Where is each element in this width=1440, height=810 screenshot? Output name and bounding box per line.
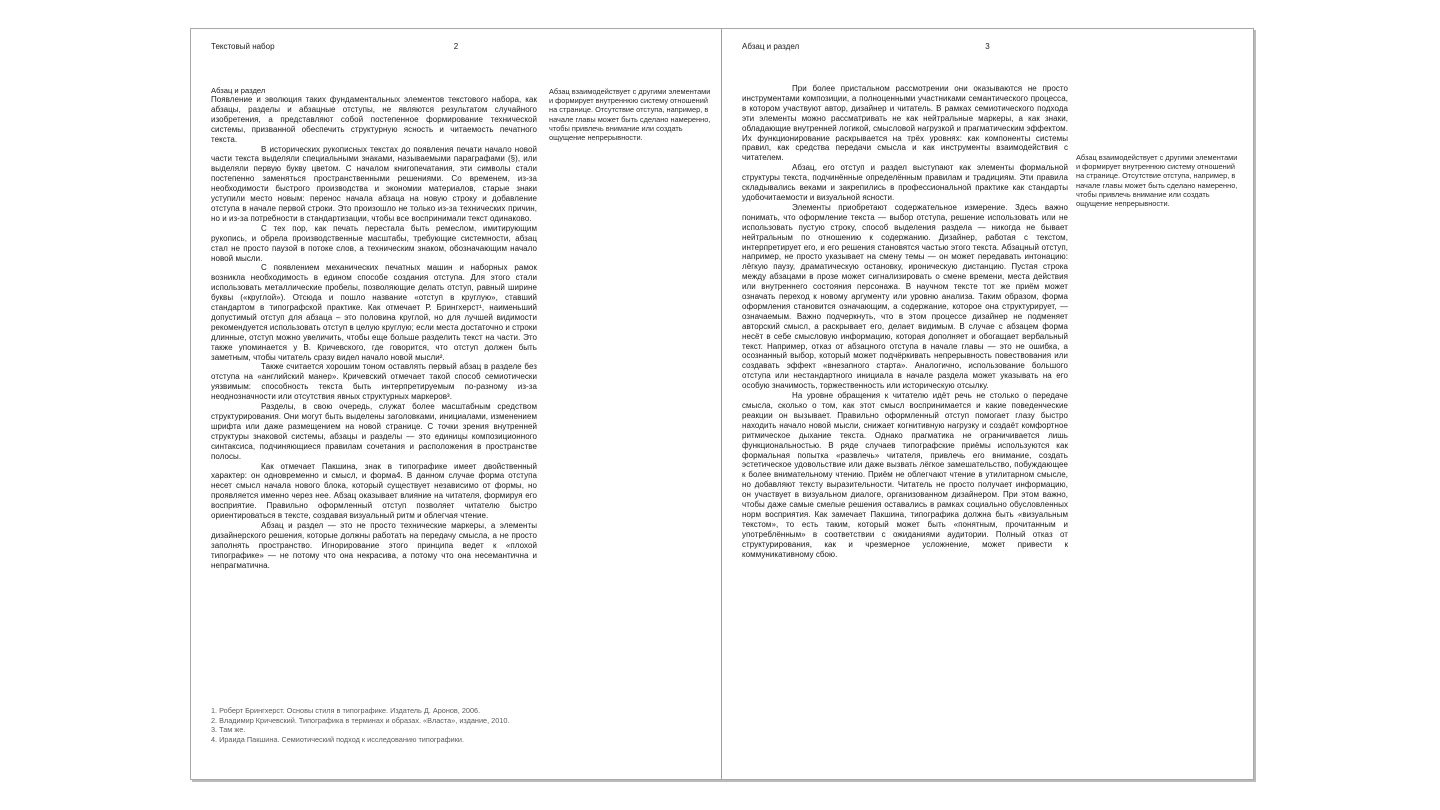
footnote-item: 3. Там же. (211, 725, 246, 735)
right-page-number: 3 (985, 42, 990, 51)
body-paragraph: Элементы приобретают содержательное измерение. Здесь важно понимать, что оформление текста — выбор отступа, решение использовать или не использовать пустую строку, способ выделения раздела — никогда не бывает нейтральным по отношению к содержанию. Дизайнер, работая с текстом, интерпретирует его, и его решения становятся частью этого текста. Абзацный отступ, например, не просто указывает на смену темы — он может передавать интонацию: лёгкую паузу, драматическую остановку, ироническую дистанцию. Пустая строка между абзацами в прозе может сигнализировать о смене времени, места действия или внутреннего состояния персонажа. В научном тексте тот же приём может означать переход к новому аргументу или уровню анализа. Таким образом, форма оформления становится означающим, а содержание, которое она структурирует, — означаемым. Важно подчеркнуть, что в этом процессе дизайнер не подменяет авторский смысл, а раскрывает его, делает видимым. В случае с абзацем форма несёт в себе смысловую информацию, которая дополняет и обогащает вербальный текст. Например, отказ от абзацного отступа в начале главы — это не ошибка, а осознанный выбор, который может подчёркивать непрерывность повествования или создавать эффект «внезапного старта». Аналогично, использование большого отступа или нестандартного инициала в начале раздела может указывать на его особую значимость, торжественность или историческую отсылку. (742, 202, 1068, 391)
body-paragraph: Абзац, его отступ и раздел выступают как элементы формальной структуры текста, подчинённые определённым правилам и традициям. Эти правила складывались веками и закрепились в профессиональной практике как стандарты удобочитаемости и визуальной ясности. (742, 163, 1068, 202)
section-heading: Абзац и раздел (211, 86, 266, 95)
footnote-item: 1. Роберт Брингхерст. Основы стиля в типографике. Издатель Д. Аронов, 2006. (211, 706, 481, 715)
body-paragraph: При более пристальном рассмотрении они оказываются не просто инструментами композиции, а полноценными участниками семантического процесса, в котором участвуют автор, дизайнер и читатель. В рамках семиотического подхода эти элементы можно рассматривать не как нейтральные маркеры, а как знаки, обладающие внутренней логикой, смысловой нагрузкой и прагматическим эффектом. Их функционирование раскрывается на трёх уровнях: как компоненты системы правил, как средства передачи смысла и как инструменты взаимодействия с читателем. (742, 84, 1068, 163)
body-paragraph: Появление и эволюция таких фундаментальных элементов текстового набора, как абзацы, разделы и абзацные отступы, не являются результатом случайного изобретения, а представляют собой постепенное формирование технической системы, призванной обеспечить структурную ясность и читаемость печатного текста. (211, 95, 537, 144)
left-page-number: 2 (453, 42, 459, 51)
right-page (722, 29, 1253, 779)
body-paragraph: Как отмечает Пакшина, знак в типографике имеет двойственный характер: он одновременно и смысл, и форма4. В данном случае форма отступа несет смысл начала нового блока, который существует независимо от формы, но проявляется именно через нее. Абзац оказывает влияние на читателя, формируя его восприятие. Правильно оформленный отступ позволяет читателю быстро ориентироваться в тексте, создавая визуальный ритм и облегчая чтение. (211, 461, 537, 521)
left-footnotes (211, 706, 571, 745)
body-paragraph: В исторических рукописных текстах до появления печати начало новой части текста выделяли специальными знаками, называемыми параграфами (§), или выделяли первую букву цветом. С началом книгопечатания, эти символы стали постепенно заменяться пространственными решениями. Со временем, из-за необходимости быстрого производства и экономии материалов, старые знаки уступили место новым: перенос начала абзаца на новую строку и добавление отступа в начале первой строки. Это произошло не только из-за технических причин, но и из-за потребности в стандартизации, чтобы все воспринимали текст одинаково. (211, 144, 537, 223)
left-running-title: Текстовый набор (211, 42, 275, 51)
left-page (191, 29, 722, 779)
footnote-item: 2. Владимир Кричевский. Типографика в терминах и образах. «Власта», издание, 2010. (211, 715, 510, 725)
left-margin-note: Абзац взаимодействует с другими элементами и формирует внутреннюю систему отношений на странице. Отсутствие отступа, например, в начале главы может быть сделано намеренно, чтобы привлечь внимание или создать ощущение непрерывности. (549, 87, 711, 143)
right-running-title: Абзац и раздел (742, 42, 800, 51)
body-paragraph: С тех пор, как печать перестала быть ремеслом, имитирующим рукопись, и обрела производственные масштабы, требующие системности, абзац стал не просто паузой в потоке слов, а техническим знаком, обозначающим начало новой мысли. (211, 223, 537, 263)
left-running-head (191, 42, 721, 54)
right-margin-note: Абзац взаимодействует с другими элементами и формирует внутреннюю систему отношений на странице. Отсутствие отступа, например, в начале главы может быть сделано намеренно, чтобы привлечь внимание или создать ощущение непрерывности. (1076, 153, 1238, 209)
body-paragraph: Также считается хорошим тоном оставлять первый абзац в разделе без отступа на «английский манер». Кричевский отмечает такой способ семиотически уязвимым: способность текста быть интерпретируемым по-разному из-за неоднозначности или отсутствия явных структурных маркеров³. (211, 362, 537, 402)
right-running-head (722, 42, 1253, 54)
body-paragraph: На уровне обращения к читателю идёт речь не столько о передаче смысла, сколько о том, как этот смысл воспринимается и какие поведенческие реакции он вызывает. Правильно оформленный отступ помогает глазу быстро находить начало новой мысли, снижает когнитивную нагрузку и создаёт комфортное ритмическое дыхание текста. Однако прагматика не ограничивается лишь функциональностью. В ряде случаев типографские приёмы используются как формальная попытка «развлечь» читателя, привлечь его внимание, создать эстетическое удовольствие или даже вызвать лёгкое замешательство, побуждающее к более внимательному чтению. Приём не облегчают чтение в утилитарном смысле, но добавляют тексту выразительности. Читатель не просто получает информацию, он участвует в визуальном диалоге, организованном дизайнером. При этом важно, чтобы даже самые смелые решения оставались в рамках социально обусловленных норм восприятия. Как замечает Пакшина, типографика должна быть «визуальным текстом», то есть таким, который может быть «понятным, прочитанным и употреблённым» в соответствии с ожиданиями аудитории. Полный отказ от структурирования, как и чрезмерное усложнение, может привести к коммуникативному сбою. (742, 391, 1068, 559)
body-paragraph: Разделы, в свою очередь, служат более масштабным средством структурирования. Они могут быть выделены заголовками, инициалами, изменением шрифта или даже размещением на новой странице. С точки зрения внутренней структуры знаковой системы, абзацы и разделы — это единицы композиционного синтаксиса, подчиняющиеся правилам сочетания и расположения в пространстве полосы. (211, 402, 537, 461)
right-body-column (742, 84, 1068, 560)
footnote-item: 4. Ираида Пакшина. Семиотический подход к исследованию типографики. (211, 735, 465, 745)
left-body-column (211, 95, 537, 571)
body-paragraph: С появлением механических печатных машин и наборных рамок возникла необходимость в едином способе создания отступа. Для этого стали использовать металлические пробелы, позволяющие делать отступ, равный ширине буквы («круглой»). Отсюда и пошло название «отступ в круглую», ставший стандартом в типографской практике. Как отмечает Р. Брингхерст¹, наименьший допустимый отступ для абзаца – это половина круглой, но для лучшей видимости рекомендуется использовать отступ в целую круглую; если места достаточно и строки длинные, отступ можно увеличить, чтобы еще больше разделить текст на части. Это также упоминается у В. Кричевского, где говорится, что отступ должен быть заметным, чтобы читатель сразу видел начало новой мысли². (211, 263, 537, 362)
book-spread (190, 28, 1254, 780)
body-paragraph: Абзац и раздел — это не просто технические маркеры, а элементы дизайнерского решения, которые должны работать на передачу смысла, а не просто заполнять пространство. Игнорирование этого принципа ведет к «плохой типографике» — не потому что она некрасива, а потому что она несемантична и непрагматична. (211, 520, 537, 570)
